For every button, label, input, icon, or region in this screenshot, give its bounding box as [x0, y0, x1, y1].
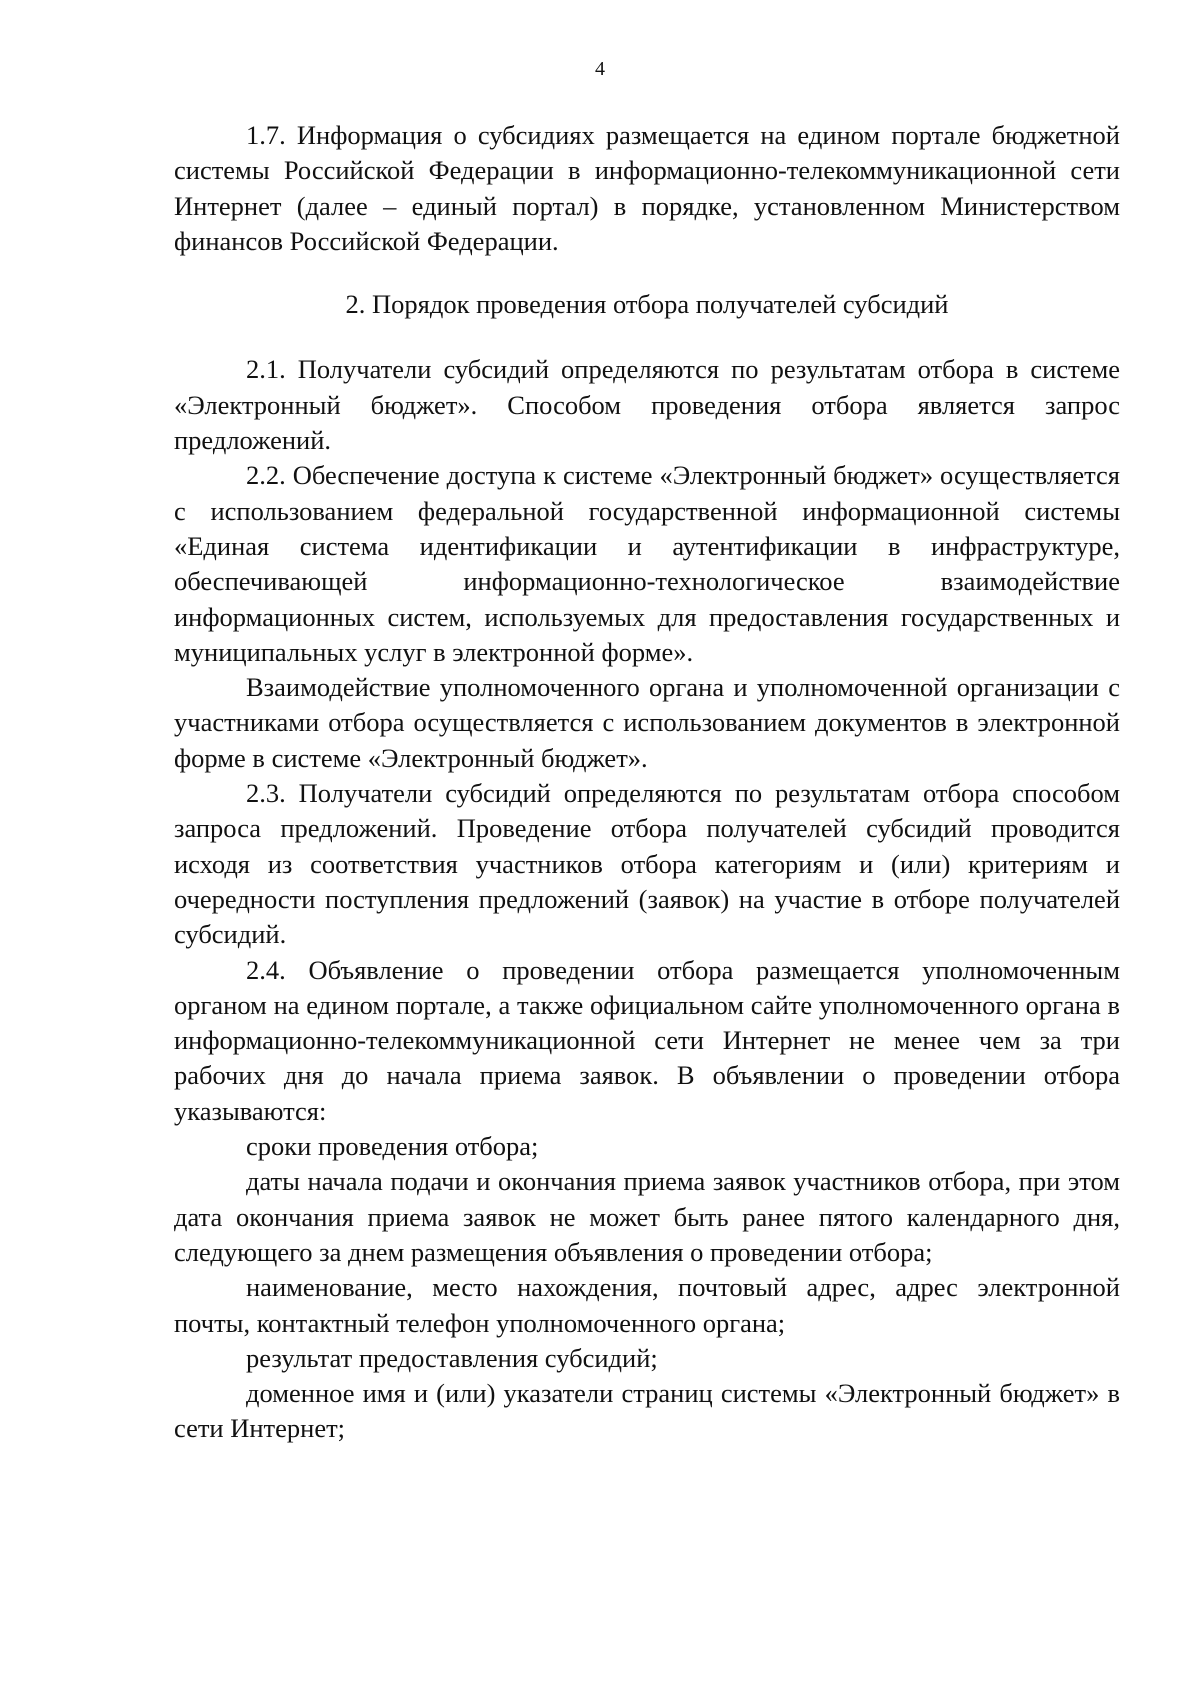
section-heading: 2. Порядок проведения отбора получателей субсидий	[345, 289, 949, 320]
paragraph-2-1: 2.1. Получатели субсидий определяются по результатам отбора в системе «Электронный бюджет». Способом проведения отбора является запрос предложений.	[174, 354, 1120, 456]
list-item-domain: доменное имя и (или) указатели страниц системы «Электронный бюджет» в сети Интернет;	[174, 1378, 1120, 1444]
list-item-dates: даты начала подачи и окончания приема заявок участников отбора, при этом дата окончания приема заявок не может быть ранее пятого календарного дня, следующего за днем размещения объявления о проведении отбора;	[174, 1166, 1120, 1267]
paragraph-2-3: 2.3. Получатели субсидий определяются по результатам отбора способом запроса предложений. Проведение отбора получателей субсидий проводится исходя из соответствия участников отбора категориям и (или) критериям и очередности поступления предложений (заявок) на участие в отборе получателей субсидий.	[174, 778, 1120, 950]
list-item-result: результат предоставления субсидий;	[246, 1342, 658, 1373]
paragraph-2-2: 2.2. Обеспечение доступа к системе «Электронный бюджет» осуществляется с использованием федеральной государственной информационной системы «Единая система идентификации и аутентификации в инфраструктуре, обеспечивающей информационно-технологическое взаимодействие информационных систем, используемых для предоставления государственных и муниципальных услуг в электронной форме».	[174, 460, 1120, 667]
paragraph-interaction: Взаимодействие уполномоченного органа и уполномоченной организации с участниками отбора осуществляется с использованием документов в электронной форме в системе «Электронный бюджет».	[174, 672, 1120, 773]
page-number: 4	[595, 58, 605, 80]
document-body	[174, 118, 1120, 1447]
list-item-contacts: наименование, место нахождения, почтовый адрес, адрес электронной почты, контактный телефон уполномоченного органа;	[174, 1272, 1120, 1338]
paragraph-1-7: 1.7. Информация о субсидиях размещается на едином портале бюджетной системы Российской Федерации в информационно-телекоммуникационной сети Интернет (далее – единый портал) в порядке, установленном Министерством финансов Российской Федерации.	[174, 120, 1120, 256]
paragraph-2-4: 2.4. Объявление о проведении отбора размещается уполномоченным органом на едином портале, а также официальном сайте уполномоченного органа в информационно-телекоммуникационной сети Интернет не менее чем за три рабочих дня до начала приема заявок. В объявлении о проведении отбора указываются:	[174, 954, 1120, 1126]
list-item-terms: сроки проведения отбора;	[246, 1131, 539, 1162]
